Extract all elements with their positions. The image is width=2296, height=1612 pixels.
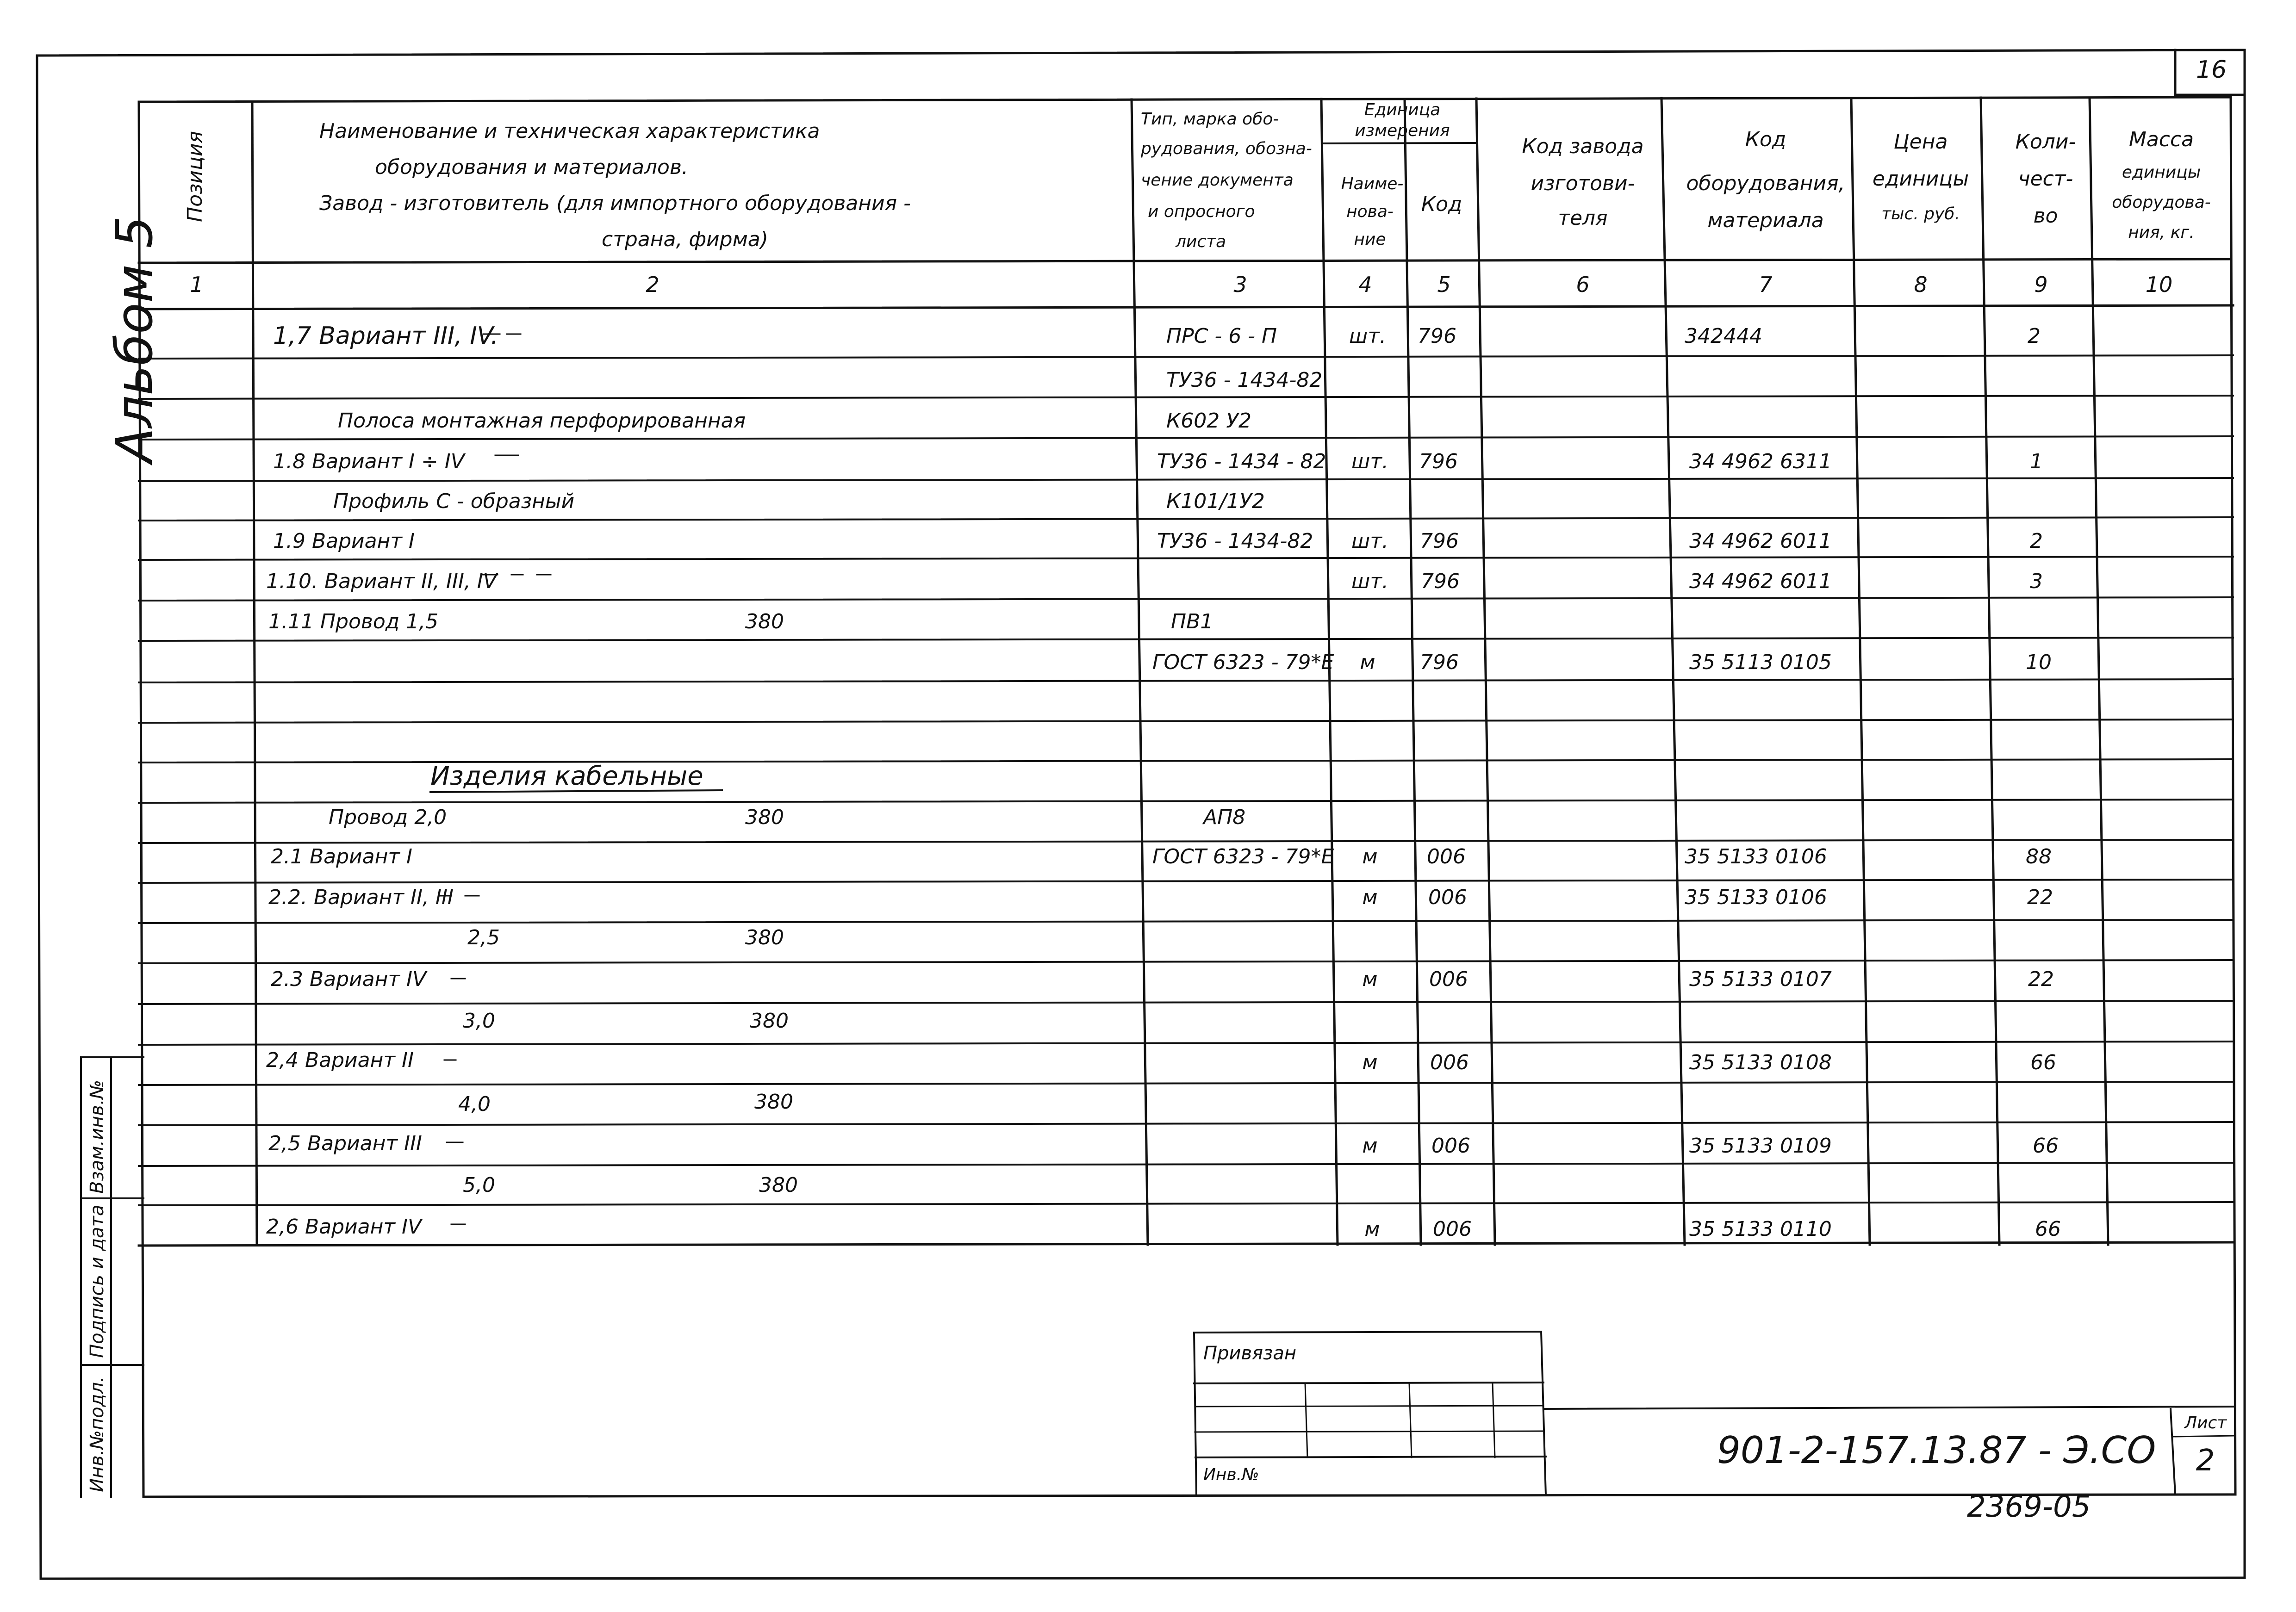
row-qty: 1 bbox=[2030, 450, 2043, 473]
row-code: 796 bbox=[1421, 570, 1460, 593]
header-qty-3: во bbox=[2033, 204, 2058, 228]
header-mass-4: ния, кг. bbox=[2128, 223, 2195, 242]
row-qty: 2 bbox=[2030, 529, 2043, 553]
row-name-extra: 380 bbox=[745, 926, 784, 949]
album-label: Альбом 5 bbox=[105, 216, 164, 463]
row-name-extra: 380 bbox=[745, 806, 784, 829]
header-unit-title-2: измерения bbox=[1355, 121, 1450, 140]
row-name: 2.2. Вариант II, III bbox=[268, 886, 454, 909]
stamp-inv-podl: Инв.№подл. bbox=[87, 1376, 108, 1492]
title-attached: Привязан bbox=[1203, 1343, 1297, 1364]
column-number: 6 bbox=[1576, 272, 1590, 297]
column-number: 9 bbox=[2034, 272, 2048, 297]
header-mass-2: единицы bbox=[2122, 163, 2201, 182]
row-name-extra: 380 bbox=[754, 1090, 793, 1114]
header-unit-name-3: ние bbox=[1354, 230, 1386, 249]
row-equip-code: 34 4962 6311 bbox=[1689, 450, 1832, 473]
header-mass-1: Масса bbox=[2128, 128, 2194, 151]
row-code: 006 bbox=[1427, 845, 1466, 868]
row-type: ТУ36 - 1434-82 bbox=[1157, 529, 1313, 553]
header-name-line1: Наименование и техническая характеристика bbox=[319, 119, 820, 143]
row-equip-code: 342444 bbox=[1685, 324, 1762, 348]
row-code: 006 bbox=[1433, 1217, 1472, 1241]
row-code: 796 bbox=[1418, 324, 1456, 348]
row-name: 1.8 Вариант I ÷ IV bbox=[273, 450, 465, 473]
row-name: 2.1 Вариант I bbox=[271, 845, 412, 868]
row-type: К101/1У2 bbox=[1166, 490, 1265, 513]
row-name: Провод 2,0 bbox=[329, 806, 447, 829]
header-equip-1: Код bbox=[1745, 128, 1786, 151]
row-qty: 22 bbox=[2028, 967, 2054, 991]
row-equip-code: 34 4962 6011 bbox=[1689, 570, 1832, 593]
header-mass-3: оборудова- bbox=[2112, 193, 2211, 212]
row-type: АП8 bbox=[1203, 806, 1246, 829]
column-number: 4 bbox=[1358, 272, 1372, 297]
header-unit-code: Код bbox=[1421, 192, 1462, 216]
row-name: 4,0 bbox=[458, 1092, 491, 1116]
row-name: 2.3 Вариант IV bbox=[271, 967, 427, 991]
column-number: 10 bbox=[2145, 272, 2173, 297]
header-unit-name-1: Наиме- bbox=[1341, 174, 1404, 193]
row-name: 1.10. Вариант II, III, IV bbox=[266, 570, 497, 593]
header-type-line3: чение документа bbox=[1141, 171, 1294, 190]
row-type: ПРС - 6 - П bbox=[1166, 324, 1277, 348]
row-name: Полоса монтажная перфорированная bbox=[338, 409, 746, 433]
row-name-extra: 380 bbox=[759, 1173, 798, 1197]
row-name-extra: 380 bbox=[745, 610, 784, 633]
header-name-line2: оборудования и материалов. bbox=[375, 155, 688, 179]
column-number: 1 bbox=[190, 272, 204, 297]
header-name-line4: страна, фирма) bbox=[602, 228, 768, 251]
row-name-extra: 380 bbox=[750, 1009, 789, 1033]
row-equip-code: 35 5133 0107 bbox=[1689, 967, 1832, 991]
row-name: 1.9 Вариант I bbox=[273, 529, 415, 553]
row-equip-code: 35 5133 0106 bbox=[1685, 886, 1827, 909]
header-qty-2: чест- bbox=[2018, 167, 2073, 191]
row-unit: шт. bbox=[1351, 529, 1388, 553]
header-price-3: тыс. руб. bbox=[1881, 205, 1960, 223]
row-unit: шт. bbox=[1351, 450, 1388, 473]
row-type: ТУ36 - 1434-82 bbox=[1166, 368, 1323, 392]
column-number: 2 bbox=[646, 272, 660, 297]
header-unit-name-2: нова- bbox=[1346, 202, 1394, 221]
stamp-sign-date: Подпись и дата bbox=[87, 1204, 108, 1358]
row-type: К602 У2 bbox=[1166, 409, 1252, 433]
row-equip-code: 35 5133 0106 bbox=[1685, 845, 1827, 868]
column-number: 3 bbox=[1233, 272, 1247, 297]
header-type-line5: листа bbox=[1176, 232, 1226, 251]
header-equip-3: материала bbox=[1707, 209, 1824, 232]
row-code: 796 bbox=[1420, 651, 1459, 674]
sheet-label: Лист bbox=[2184, 1414, 2227, 1432]
header-qty-1: Коли- bbox=[2015, 130, 2076, 154]
row-unit: м bbox=[1360, 651, 1375, 674]
row-type: ТУ36 - 1434 - 82 bbox=[1157, 450, 1326, 473]
row-code: 006 bbox=[1429, 967, 1468, 991]
row-qty: 3 bbox=[2030, 570, 2043, 593]
row-unit: шт. bbox=[1351, 570, 1388, 593]
row-unit: м bbox=[1362, 845, 1378, 868]
row-code: 006 bbox=[1430, 1051, 1469, 1074]
row-code: 796 bbox=[1419, 450, 1458, 473]
header-type-line1: Тип, марка обо- bbox=[1141, 110, 1279, 129]
row-equip-code: 35 5133 0109 bbox=[1689, 1134, 1832, 1158]
row-qty: 88 bbox=[2026, 845, 2052, 868]
row-name: 1,7 Вариант III, IV. bbox=[273, 322, 498, 350]
row-equip-code: 35 5133 0110 bbox=[1689, 1217, 1832, 1241]
row-name: 2,5 bbox=[467, 926, 500, 949]
row-code: 796 bbox=[1420, 529, 1459, 553]
row-code: 006 bbox=[1431, 1134, 1470, 1158]
row-unit: м bbox=[1362, 967, 1378, 991]
row-name: Профиль С - образный bbox=[333, 490, 575, 513]
column-number: 7 bbox=[1759, 272, 1773, 297]
row-name: 2,4 Вариант II bbox=[266, 1048, 414, 1072]
row-name: 1.11 Провод 1,5 bbox=[268, 610, 439, 633]
row-qty: 22 bbox=[2027, 886, 2053, 909]
header-factory-3: теля bbox=[1558, 206, 1608, 230]
sheet-number: 2 bbox=[2196, 1444, 2215, 1478]
row-name: 2,6 Вариант IV bbox=[266, 1215, 422, 1239]
header-factory-2: изготови- bbox=[1531, 172, 1635, 195]
row-name: 3,0 bbox=[463, 1009, 495, 1033]
row-unit: м bbox=[1362, 1134, 1378, 1158]
row-unit: шт. bbox=[1349, 324, 1386, 348]
column-number: 8 bbox=[1914, 272, 1928, 297]
row-equip-code: 34 4962 6011 bbox=[1689, 529, 1832, 553]
row-unit: м bbox=[1364, 1217, 1380, 1241]
header-factory-1: Код завода bbox=[1522, 135, 1644, 158]
header-name-line3: Завод - изготовитель (для импортного оборудования - bbox=[319, 192, 911, 215]
header-position: Позиция bbox=[183, 130, 207, 222]
header-price-2: единицы bbox=[1872, 167, 1969, 191]
row-qty: 66 bbox=[2035, 1217, 2061, 1241]
row-unit: м bbox=[1362, 1051, 1378, 1074]
row-equip-code: 35 5113 0105 bbox=[1689, 651, 1832, 674]
row-qty: 2 bbox=[2028, 324, 2041, 348]
row-name: 5,0 bbox=[463, 1173, 495, 1197]
title-inv-no: Инв.№ bbox=[1203, 1465, 1259, 1484]
row-name: 2,5 Вариант III bbox=[268, 1132, 422, 1155]
bottom-code: 2369-05 bbox=[1967, 1490, 2091, 1524]
row-type: ГОСТ 6323 - 79*Е bbox=[1152, 845, 1334, 868]
header-type-line2: рудования, обозна- bbox=[1141, 139, 1312, 158]
column-number: 5 bbox=[1437, 272, 1451, 297]
row-equip-code: 35 5133 0108 bbox=[1689, 1051, 1832, 1074]
section-heading: Изделия кабельные bbox=[430, 761, 703, 791]
row-qty: 10 bbox=[2026, 651, 2052, 674]
sheet-corner-number: 16 bbox=[2196, 56, 2227, 84]
document-code: 901-2-157.13.87 - Э.СО bbox=[1717, 1429, 2156, 1472]
header-type-line4: и опросного bbox=[1148, 202, 1255, 221]
row-unit: м bbox=[1362, 886, 1378, 909]
row-qty: 66 bbox=[2033, 1134, 2059, 1158]
row-type: ГОСТ 6323 - 79*Е bbox=[1152, 651, 1334, 674]
stamp-vzam-inv: Взам.инв.№ bbox=[87, 1079, 108, 1194]
header-price-1: Цена bbox=[1893, 130, 1948, 154]
header-unit-title-1: Единица bbox=[1364, 100, 1441, 119]
row-qty: 66 bbox=[2030, 1051, 2056, 1074]
row-code: 006 bbox=[1428, 886, 1467, 909]
row-type: ПВ1 bbox=[1171, 610, 1213, 633]
header-equip-2: оборудования, bbox=[1686, 172, 1845, 195]
